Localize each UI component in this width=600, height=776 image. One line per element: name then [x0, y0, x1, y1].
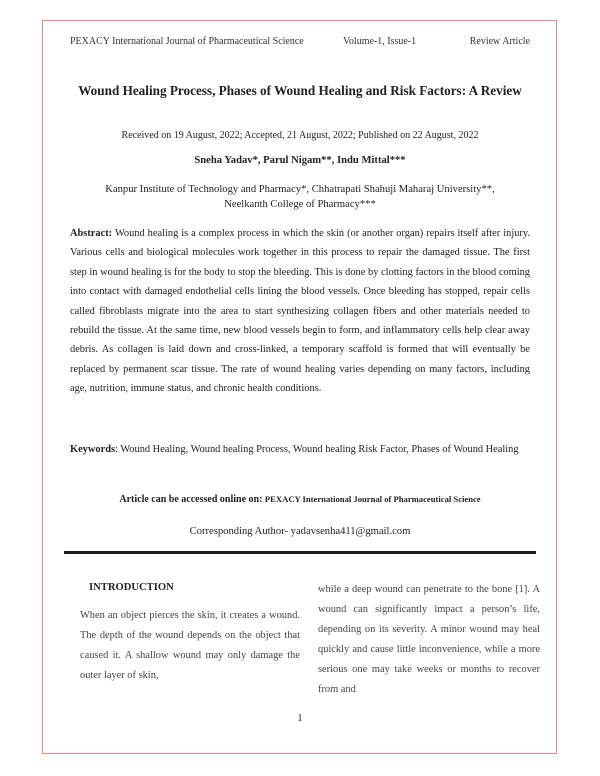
access-label: Article can be accessed online on:: [119, 494, 265, 505]
page-number: 1: [297, 713, 303, 724]
section-divider: [64, 551, 536, 554]
author-list: Sneha Yadav*, Parul Nigam**, Indu Mittal***: [194, 155, 406, 166]
article-title: Wound Healing Process, Phases of Wound Healing and Risk Factors: A Review: [78, 83, 522, 98]
keywords-label: Keywords: [70, 444, 116, 455]
abstract-label: Abstract:: [70, 228, 113, 239]
header-article-type: Review Article: [469, 36, 530, 47]
introduction-text-right: while a deep wound can penetrate to the bone [1]. A wound can significantly impact a person’s life, depending on its severity. A minor wound may heal quickly and cause little inconvenience, while a more serious one may take weeks or months to recover from and: [318, 584, 540, 695]
affiliations: [70, 182, 530, 212]
affiliation-line: Kanpur Institute of Technology and Pharmacy*, Chhatrapati Shahuji Maharaj University**,: [105, 184, 495, 195]
corresponding-author: Corresponding Author- yadavsenha411@gmail.com: [189, 526, 411, 537]
left-column: [80, 582, 300, 686]
keywords-text: : Wound Healing, Wound healing Process, Wound healing Risk Factor, Phases of Wound Healing: [115, 444, 519, 455]
publication-dates: Received on 19 August, 2022; Accepted, 21 August, 2022; Published on 22 August, 2022: [121, 130, 479, 141]
abstract-text: Wound healing is a complex process in which the skin (or another organ) repairs itself after injury. Various cells and biological molecules work together in this process to repair the damaged tissue. The first step in wound healing is for the body to stop the bleeding. This is done by clotting factors in the blood coming into contact with damaged endothelial cells lining the blood vessels. Once bleeding has stopped, repair cells called fibroblasts migrate into the area to start synthesizing collagen fibers and other materials needed to rebuild the tissue. At the same time, new blood vessels begin to form, and inflammatory cells help clear away debris. As collagen is laid down and cross-linked, a temporary scaffold is formed that will eventually be replaced by permanent scar tissue. The rate of wound healing varies depending on many factors, including age, nutrition, immune status, and chronic health conditions.: [70, 228, 530, 395]
introduction-text-left: When an object pierces the skin, it creates a wound. The depth of the wound depends on the object that caused it. A shallow wound may only damage the outer layer of skin,: [80, 610, 300, 681]
header-volume-issue: Volume-1, Issue-1: [343, 36, 417, 47]
abstract: [70, 224, 530, 399]
affiliation-line: Neelkanth College of Pharmacy***: [224, 199, 376, 210]
header-journal-name: PEXACY International Journal of Pharmaceutical Science: [70, 36, 304, 47]
right-column: [318, 580, 540, 700]
introduction-heading: INTRODUCTION: [89, 582, 174, 593]
access-note: [70, 494, 530, 505]
keywords: [70, 440, 530, 459]
access-journal: PEXACY International Journal of Pharmaceutical Science: [264, 494, 481, 504]
